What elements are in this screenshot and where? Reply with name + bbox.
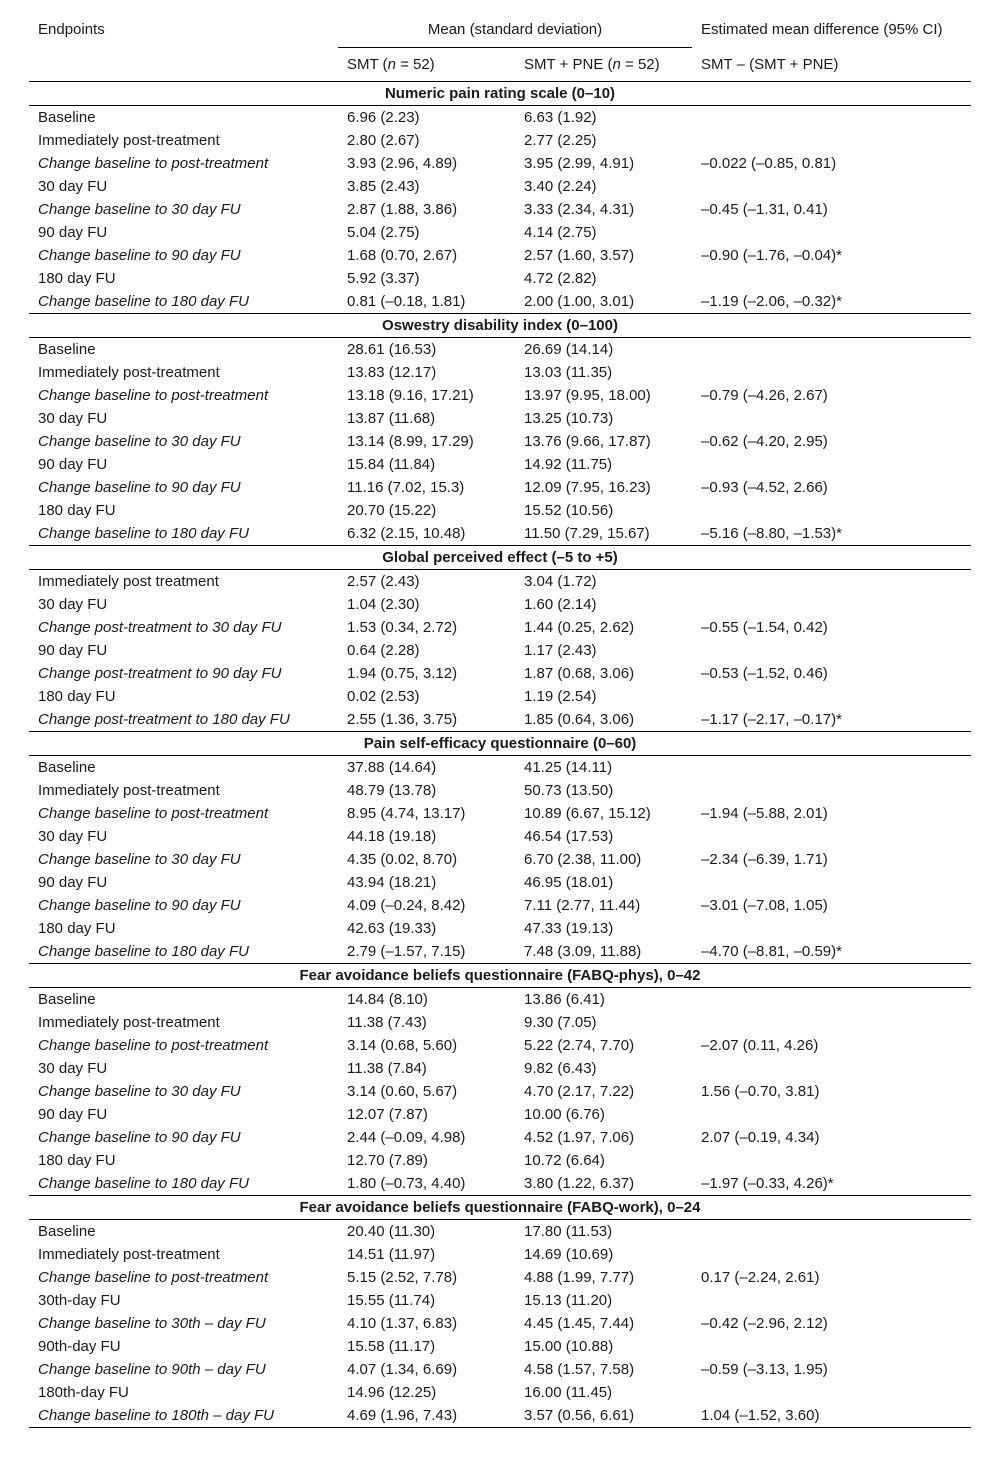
table-row <box>29 593 971 616</box>
table-row <box>29 825 971 848</box>
pne-value: 7.11 (2.77, 11.44) <box>524 897 641 914</box>
section-header-row <box>29 82 971 106</box>
table-row <box>29 361 971 384</box>
diff-value <box>692 267 971 290</box>
diff-value: 1.04 (–1.52, 3.60) <box>692 1404 971 1428</box>
smt-n-symbol: n <box>387 56 396 73</box>
row-label: 30 day FU <box>38 178 108 195</box>
row-label: 180 day FU <box>38 502 116 519</box>
table-body <box>29 82 971 1428</box>
diff-value: 0.17 (–2.24, 2.61) <box>701 1269 820 1286</box>
row-label: 180 day FU <box>38 920 116 937</box>
smt-value: 13.18 (9.16, 17.21) <box>347 387 474 404</box>
table-row <box>29 756 971 780</box>
pne-value: 13.76 (9.66, 17.87) <box>524 433 651 450</box>
smt-value: 11.38 (7.43) <box>347 1014 427 1031</box>
table-row <box>29 1034 971 1057</box>
table-row <box>29 871 971 894</box>
pne-value: 2.57 (1.60, 3.57) <box>524 247 635 264</box>
section-title: Oswestry disability index (0–100) <box>29 314 971 338</box>
row-label: Change baseline to 90 day FU <box>38 897 241 914</box>
row-label: Change baseline to 90th – day FU <box>38 1361 266 1378</box>
table-row <box>29 175 971 198</box>
endpoints-header: Endpoints <box>38 21 105 39</box>
smt-value: 28.61 (16.53) <box>347 341 437 358</box>
diff-value: –0.42 (–2.96, 2.12) <box>701 1315 828 1332</box>
diff-value: –4.70 (–8.81, –0.59)* <box>701 943 842 960</box>
diff-value: –0.53 (–1.52, 0.46) <box>701 665 828 682</box>
diff-value: –1.17 (–2.17, –0.17)* <box>701 711 842 728</box>
table-row <box>29 1358 971 1381</box>
pne-value: 13.03 (11.35) <box>524 364 613 381</box>
smt-value: 43.94 (18.21) <box>347 874 437 891</box>
row-label: 90 day FU <box>38 224 108 241</box>
section-header-row <box>29 1196 971 1220</box>
pne-value: 6.63 (1.92) <box>524 109 597 126</box>
pne-header: SMT + PNE (n = 52) <box>515 48 692 82</box>
diff-value: –2.07 (0.11, 4.26) <box>701 1037 819 1054</box>
diff-value <box>692 593 971 616</box>
pne-value: 17.80 (11.53) <box>524 1223 613 1240</box>
header-row-2 <box>29 48 971 82</box>
smt-value: 11.38 (7.84) <box>347 1060 427 1077</box>
pne-value: 13.25 (10.73) <box>524 410 614 427</box>
smt-value: 15.84 (11.84) <box>347 456 436 473</box>
pne-value: 13.86 (6.41) <box>524 991 605 1008</box>
smt-value: 11.16 (7.02, 15.3) <box>347 479 465 496</box>
smt-value: 1.94 (0.75, 3.12) <box>347 665 458 682</box>
diff-value: –3.01 (–7.08, 1.05) <box>701 897 828 914</box>
row-label: Immediately post-treatment <box>38 364 220 381</box>
diff-value <box>692 756 971 780</box>
pne-value: 50.73 (13.50) <box>524 782 614 799</box>
pne-value: 10.00 (6.76) <box>524 1106 605 1123</box>
pne-value: 5.22 (2.74, 7.70) <box>524 1037 635 1054</box>
row-label: Change baseline to 180 day FU <box>38 1175 249 1192</box>
pne-value: 1.85 (0.64, 3.06) <box>524 711 635 728</box>
row-label: Change post-treatment to 30 day FU <box>38 619 282 636</box>
diff-value: –0.62 (–4.20, 2.95) <box>701 433 828 450</box>
pne-value: 15.13 (11.20) <box>524 1292 613 1309</box>
diff-value: –0.022 (–0.85, 0.81) <box>701 155 837 172</box>
table-row <box>29 430 971 453</box>
diff-value <box>692 1103 971 1126</box>
row-label: Change baseline to 180th – day FU <box>29 1404 338 1428</box>
pne-value: 41.25 (14.11) <box>524 759 613 776</box>
section-header-row <box>29 964 971 988</box>
diff-value <box>692 221 971 244</box>
diff-value <box>692 1011 971 1034</box>
results-table-container <box>29 12 971 1428</box>
smt-value: 3.14 (0.60, 5.67) <box>347 1083 458 1100</box>
diff-value <box>692 825 971 848</box>
pne-value: 10.72 (6.64) <box>524 1152 605 1169</box>
smt-value: 4.07 (1.34, 6.69) <box>347 1361 458 1378</box>
diff-value: –0.55 (–1.54, 0.42) <box>701 619 828 636</box>
smt-value: 5.92 (3.37) <box>347 270 420 287</box>
smt-value: 48.79 (13.78) <box>347 782 437 799</box>
section-header-row <box>29 732 971 756</box>
diff-value: –1.97 (–0.33, 4.26)* <box>701 1175 834 1192</box>
table-row <box>29 1126 971 1149</box>
smt-value: 14.96 (12.25) <box>347 1384 437 1401</box>
row-label: 90 day FU <box>38 1106 108 1123</box>
table-row <box>29 802 971 825</box>
pne-value: 3.80 (1.22, 6.37) <box>524 1175 635 1192</box>
table-row <box>29 1149 971 1172</box>
row-label: Change baseline to post-treatment <box>38 1037 269 1054</box>
smt-value: 14.51 (11.97) <box>347 1246 436 1263</box>
table-row <box>29 338 971 362</box>
mean-sd-header-text: Mean (standard deviation) <box>427 21 603 38</box>
pne-value: 1.60 (2.14) <box>524 596 597 613</box>
smt-value: 0.81 (–0.18, 1.81) <box>347 293 466 310</box>
pne-value: 4.70 (2.17, 7.22) <box>524 1083 635 1100</box>
table-row <box>29 453 971 476</box>
pne-value: 6.70 (2.38, 11.00) <box>524 851 642 868</box>
smt-value: 4.35 (0.02, 8.70) <box>347 851 458 868</box>
table-row <box>29 1057 971 1080</box>
row-label: Baseline <box>38 1223 96 1240</box>
table-row <box>29 708 971 732</box>
row-label: Change baseline to 180 day FU <box>38 293 249 310</box>
smt-value: 2.80 (2.67) <box>347 132 420 149</box>
pne-value: 4.14 (2.75) <box>524 224 597 241</box>
table-row <box>29 476 971 499</box>
smt-value: 5.15 (2.52, 7.78) <box>347 1269 458 1286</box>
row-label: Immediately post-treatment <box>38 1014 220 1031</box>
diff-value <box>692 361 971 384</box>
smt-value: 20.70 (15.22) <box>347 502 437 519</box>
row-label: Immediately post-treatment <box>38 1246 220 1263</box>
table-row <box>29 1011 971 1034</box>
pne-value: 1.17 (2.43) <box>524 642 597 659</box>
row-label: 90 day FU <box>38 642 108 659</box>
pne-value: 15.00 (10.88) <box>524 1338 614 1355</box>
section-title: Numeric pain rating scale (0–10) <box>29 82 971 106</box>
table-row <box>29 639 971 662</box>
diff-value <box>692 988 971 1012</box>
smt-value: 15.55 (11.74) <box>347 1292 436 1309</box>
pne-value: 1.19 (2.54) <box>524 688 597 705</box>
diff-value <box>692 917 971 940</box>
pne-value: 1.44 (0.25, 2.62) <box>524 619 635 636</box>
table-row <box>29 152 971 175</box>
row-label: Change baseline to post-treatment <box>38 155 269 172</box>
table-row <box>29 407 971 430</box>
section-header-row <box>29 546 971 570</box>
table-row <box>29 917 971 940</box>
pne-value: 2.00 (1.00, 3.01) <box>524 293 635 310</box>
row-label: Immediately post treatment <box>38 573 219 590</box>
pne-value: 3.04 (1.72) <box>524 573 597 590</box>
row-label: Baseline <box>38 109 96 126</box>
diff-value: –1.94 (–5.88, 2.01) <box>701 805 828 822</box>
diff-value <box>692 453 971 476</box>
diff-value <box>692 499 971 522</box>
row-label: Change baseline to 30 day FU <box>38 851 241 868</box>
pne-n-symbol: n <box>612 56 621 73</box>
table-row <box>29 570 971 594</box>
pne-value: 3.33 (2.34, 4.31) <box>524 201 635 218</box>
smt-value: 8.95 (4.74, 13.17) <box>347 805 466 822</box>
pne-value: 3.57 (0.56, 6.61) <box>515 1404 692 1428</box>
diff-value: 2.07 (–0.19, 4.34) <box>701 1129 820 1146</box>
smt-value: 37.88 (14.64) <box>347 759 437 776</box>
smt-value: 1.68 (0.70, 2.67) <box>347 247 458 264</box>
smt-value: 12.07 (7.87) <box>347 1106 428 1123</box>
table-row <box>29 1381 971 1404</box>
diff-value: –0.93 (–4.52, 2.66) <box>701 479 828 496</box>
diff-value <box>692 1289 971 1312</box>
table-row <box>29 894 971 917</box>
table-row <box>29 129 971 152</box>
smt-value: 2.79 (–1.57, 7.15) <box>347 943 466 960</box>
row-label: Change baseline to 180 day FU <box>38 525 249 542</box>
pne-value: 9.30 (7.05) <box>524 1014 597 1031</box>
pne-value: 14.69 (10.69) <box>524 1246 614 1263</box>
pne-value: 1.87 (0.68, 3.06) <box>524 665 635 682</box>
row-label: 30 day FU <box>38 1060 108 1077</box>
diff-value: –5.16 (–8.80, –1.53)* <box>701 525 842 542</box>
section-title: Fear avoidance beliefs questionnaire (FABQ-phys), 0–42 <box>29 964 971 988</box>
mean-sd-header <box>338 12 692 48</box>
row-label: 30th-day FU <box>38 1292 121 1309</box>
smt-value: 3.93 (2.96, 4.89) <box>347 155 458 172</box>
smt-value: 2.55 (1.36, 3.75) <box>347 711 458 728</box>
row-label: 90 day FU <box>38 456 108 473</box>
row-label: 90 day FU <box>38 874 108 891</box>
diff-value <box>692 1149 971 1172</box>
pne-value: 3.95 (2.99, 4.91) <box>524 155 635 172</box>
diff-value <box>692 1335 971 1358</box>
smt-value: 15.58 (11.17) <box>347 1338 436 1355</box>
row-label: Change baseline to post-treatment <box>38 805 269 822</box>
pne-value: 12.09 (7.95, 16.23) <box>524 479 651 496</box>
smt-value: 3.85 (2.43) <box>347 178 420 195</box>
smt-value: 4.10 (1.37, 6.83) <box>347 1315 458 1332</box>
pne-value: 15.52 (10.56) <box>524 502 614 519</box>
pne-value: 4.52 (1.97, 7.06) <box>524 1129 635 1146</box>
smt-value: 1.80 (–0.73, 4.40) <box>347 1175 466 1192</box>
table-row <box>29 106 971 130</box>
smt-value: 2.87 (1.88, 3.86) <box>347 201 458 218</box>
diff-value <box>692 1057 971 1080</box>
row-label: Change baseline to 90 day FU <box>38 1129 241 1146</box>
pne-value: 9.82 (6.43) <box>524 1060 597 1077</box>
row-label: Change baseline to 180 day FU <box>38 943 249 960</box>
row-label: Baseline <box>38 759 96 776</box>
diff-value <box>692 779 971 802</box>
table-row <box>29 988 971 1012</box>
row-label: 180 day FU <box>38 270 116 287</box>
diff-value <box>692 129 971 152</box>
diff-value: –0.79 (–4.26, 2.67) <box>701 387 828 404</box>
smt-value: 13.87 (11.68) <box>347 410 436 427</box>
row-label: 180th-day FU <box>38 1384 129 1401</box>
results-table <box>29 12 971 1428</box>
table-row <box>29 1172 971 1196</box>
pne-value: 14.92 (11.75) <box>524 456 613 473</box>
table-row <box>29 290 971 314</box>
table-row <box>29 1312 971 1335</box>
row-label: 30 day FU <box>38 828 108 845</box>
row-label: Change baseline to 90 day FU <box>38 247 241 264</box>
table-row <box>29 198 971 221</box>
table-row <box>29 662 971 685</box>
diff-value: –0.59 (–3.13, 1.95) <box>701 1361 828 1378</box>
est-diff-header: Estimated mean difference (95% CI) <box>701 21 943 39</box>
smt-value: 6.32 (2.15, 10.48) <box>347 525 466 542</box>
row-label: Change post-treatment to 90 day FU <box>38 665 282 682</box>
table-row <box>29 1103 971 1126</box>
diff-header: SMT – (SMT + PNE) <box>692 48 971 82</box>
diff-value <box>692 1243 971 1266</box>
section-header-row <box>29 314 971 338</box>
diff-value: –2.34 (–6.39, 1.71) <box>701 851 828 868</box>
smt-value: 5.04 (2.75) <box>347 224 420 241</box>
smt-value: 2.44 (–0.09, 4.98) <box>347 1129 466 1146</box>
table-row <box>29 616 971 639</box>
pne-value: 26.69 (14.14) <box>524 341 614 358</box>
table-row <box>29 384 971 407</box>
smt-header: SMT (n = 52) <box>338 48 515 82</box>
row-label: 90th-day FU <box>38 1338 121 1355</box>
table-row <box>29 779 971 802</box>
table-row <box>29 221 971 244</box>
row-label: 30 day FU <box>38 410 108 427</box>
smt-value: 0.02 (2.53) <box>347 688 420 705</box>
table-row <box>29 1243 971 1266</box>
table-row <box>29 1266 971 1289</box>
row-label: Baseline <box>38 341 96 358</box>
diff-value <box>692 407 971 430</box>
smt-value: 44.18 (19.18) <box>347 828 437 845</box>
diff-value <box>692 871 971 894</box>
row-label: Change baseline to 30th – day FU <box>38 1315 266 1332</box>
section-title: Fear avoidance beliefs questionnaire (FABQ-work), 0–24 <box>29 1196 971 1220</box>
diff-value <box>692 338 971 362</box>
table-row <box>29 499 971 522</box>
pne-value: 13.97 (9.95, 18.00) <box>524 387 651 404</box>
pne-value: 4.88 (1.99, 7.77) <box>524 1269 635 1286</box>
smt-value: 20.40 (11.30) <box>347 1223 436 1240</box>
section-title: Global perceived effect (–5 to +5) <box>29 546 971 570</box>
pne-value: 2.77 (2.25) <box>524 132 597 149</box>
diff-value <box>692 685 971 708</box>
pne-value: 7.48 (3.09, 11.88) <box>524 943 642 960</box>
row-label: 180 day FU <box>38 1152 116 1169</box>
row-label: Change post-treatment to 180 day FU <box>38 711 290 728</box>
row-label: Change baseline to 30 day FU <box>38 1083 241 1100</box>
row-label: Change baseline to 90 day FU <box>38 479 241 496</box>
pne-value: 46.54 (17.53) <box>524 828 614 845</box>
row-label: Change baseline to post-treatment <box>38 1269 269 1286</box>
table-row <box>29 1220 971 1244</box>
smt-value: 14.84 (8.10) <box>347 991 428 1008</box>
table-row <box>29 244 971 267</box>
smt-value: 4.09 (–0.24, 8.42) <box>347 897 466 914</box>
table-row <box>29 522 971 546</box>
row-label: Change baseline to post-treatment <box>38 387 269 404</box>
row-label: Immediately post-treatment <box>38 132 220 149</box>
row-label: Immediately post-treatment <box>38 782 220 799</box>
table-row <box>29 1080 971 1103</box>
row-label: 180 day FU <box>38 688 116 705</box>
diff-value <box>692 1381 971 1404</box>
smt-value: 1.04 (2.30) <box>347 596 420 613</box>
diff-value: –0.45 (–1.31, 0.41) <box>701 201 828 218</box>
diff-value <box>692 106 971 130</box>
pne-value: 4.45 (1.45, 7.44) <box>524 1315 635 1332</box>
smt-value: 3.14 (0.68, 5.60) <box>347 1037 458 1054</box>
table-row <box>29 267 971 290</box>
diff-value <box>692 570 971 594</box>
smt-value: 1.53 (0.34, 2.72) <box>347 619 458 636</box>
smt-value: 6.96 (2.23) <box>347 109 420 126</box>
pne-value: 4.58 (1.57, 7.58) <box>524 1361 635 1378</box>
diff-value: –1.19 (–2.06, –0.32)* <box>701 293 842 310</box>
table-row <box>29 1335 971 1358</box>
smt-value: 4.69 (1.96, 7.43) <box>338 1404 515 1428</box>
diff-value <box>692 1220 971 1244</box>
smt-value: 13.83 (12.17) <box>347 364 437 381</box>
diff-value <box>692 639 971 662</box>
table-row <box>29 940 971 964</box>
diff-value: 1.56 (–0.70, 3.81) <box>701 1083 820 1100</box>
section-title: Pain self-efficacy questionnaire (0–60) <box>29 732 971 756</box>
pne-value: 4.72 (2.82) <box>524 270 597 287</box>
row-label: Change baseline to 30 day FU <box>38 433 241 450</box>
pne-value: 47.33 (19.13) <box>524 920 614 937</box>
pne-value: 11.50 (7.29, 15.67) <box>524 525 650 542</box>
table-row <box>29 1289 971 1312</box>
table-row <box>29 685 971 708</box>
smt-value: 13.14 (8.99, 17.29) <box>347 433 474 450</box>
smt-value: 2.57 (2.43) <box>347 573 420 590</box>
pne-value: 16.00 (11.45) <box>524 1384 613 1401</box>
row-label: Change baseline to 30 day FU <box>38 201 241 218</box>
pne-value: 10.89 (6.67, 15.12) <box>524 805 651 822</box>
table-row <box>29 1404 971 1428</box>
diff-value: –0.90 (–1.76, –0.04)* <box>701 247 842 264</box>
header-blank-cell <box>29 48 338 82</box>
smt-value: 12.70 (7.89) <box>347 1152 428 1169</box>
smt-value: 0.64 (2.28) <box>347 642 420 659</box>
pne-value: 46.95 (18.01) <box>524 874 614 891</box>
diff-value <box>692 175 971 198</box>
pne-value: 3.40 (2.24) <box>524 178 597 195</box>
row-label: 30 day FU <box>38 596 108 613</box>
smt-value: 42.63 (19.33) <box>347 920 437 937</box>
row-label: Baseline <box>38 991 96 1008</box>
table-row <box>29 848 971 871</box>
header-row-1 <box>29 12 971 48</box>
